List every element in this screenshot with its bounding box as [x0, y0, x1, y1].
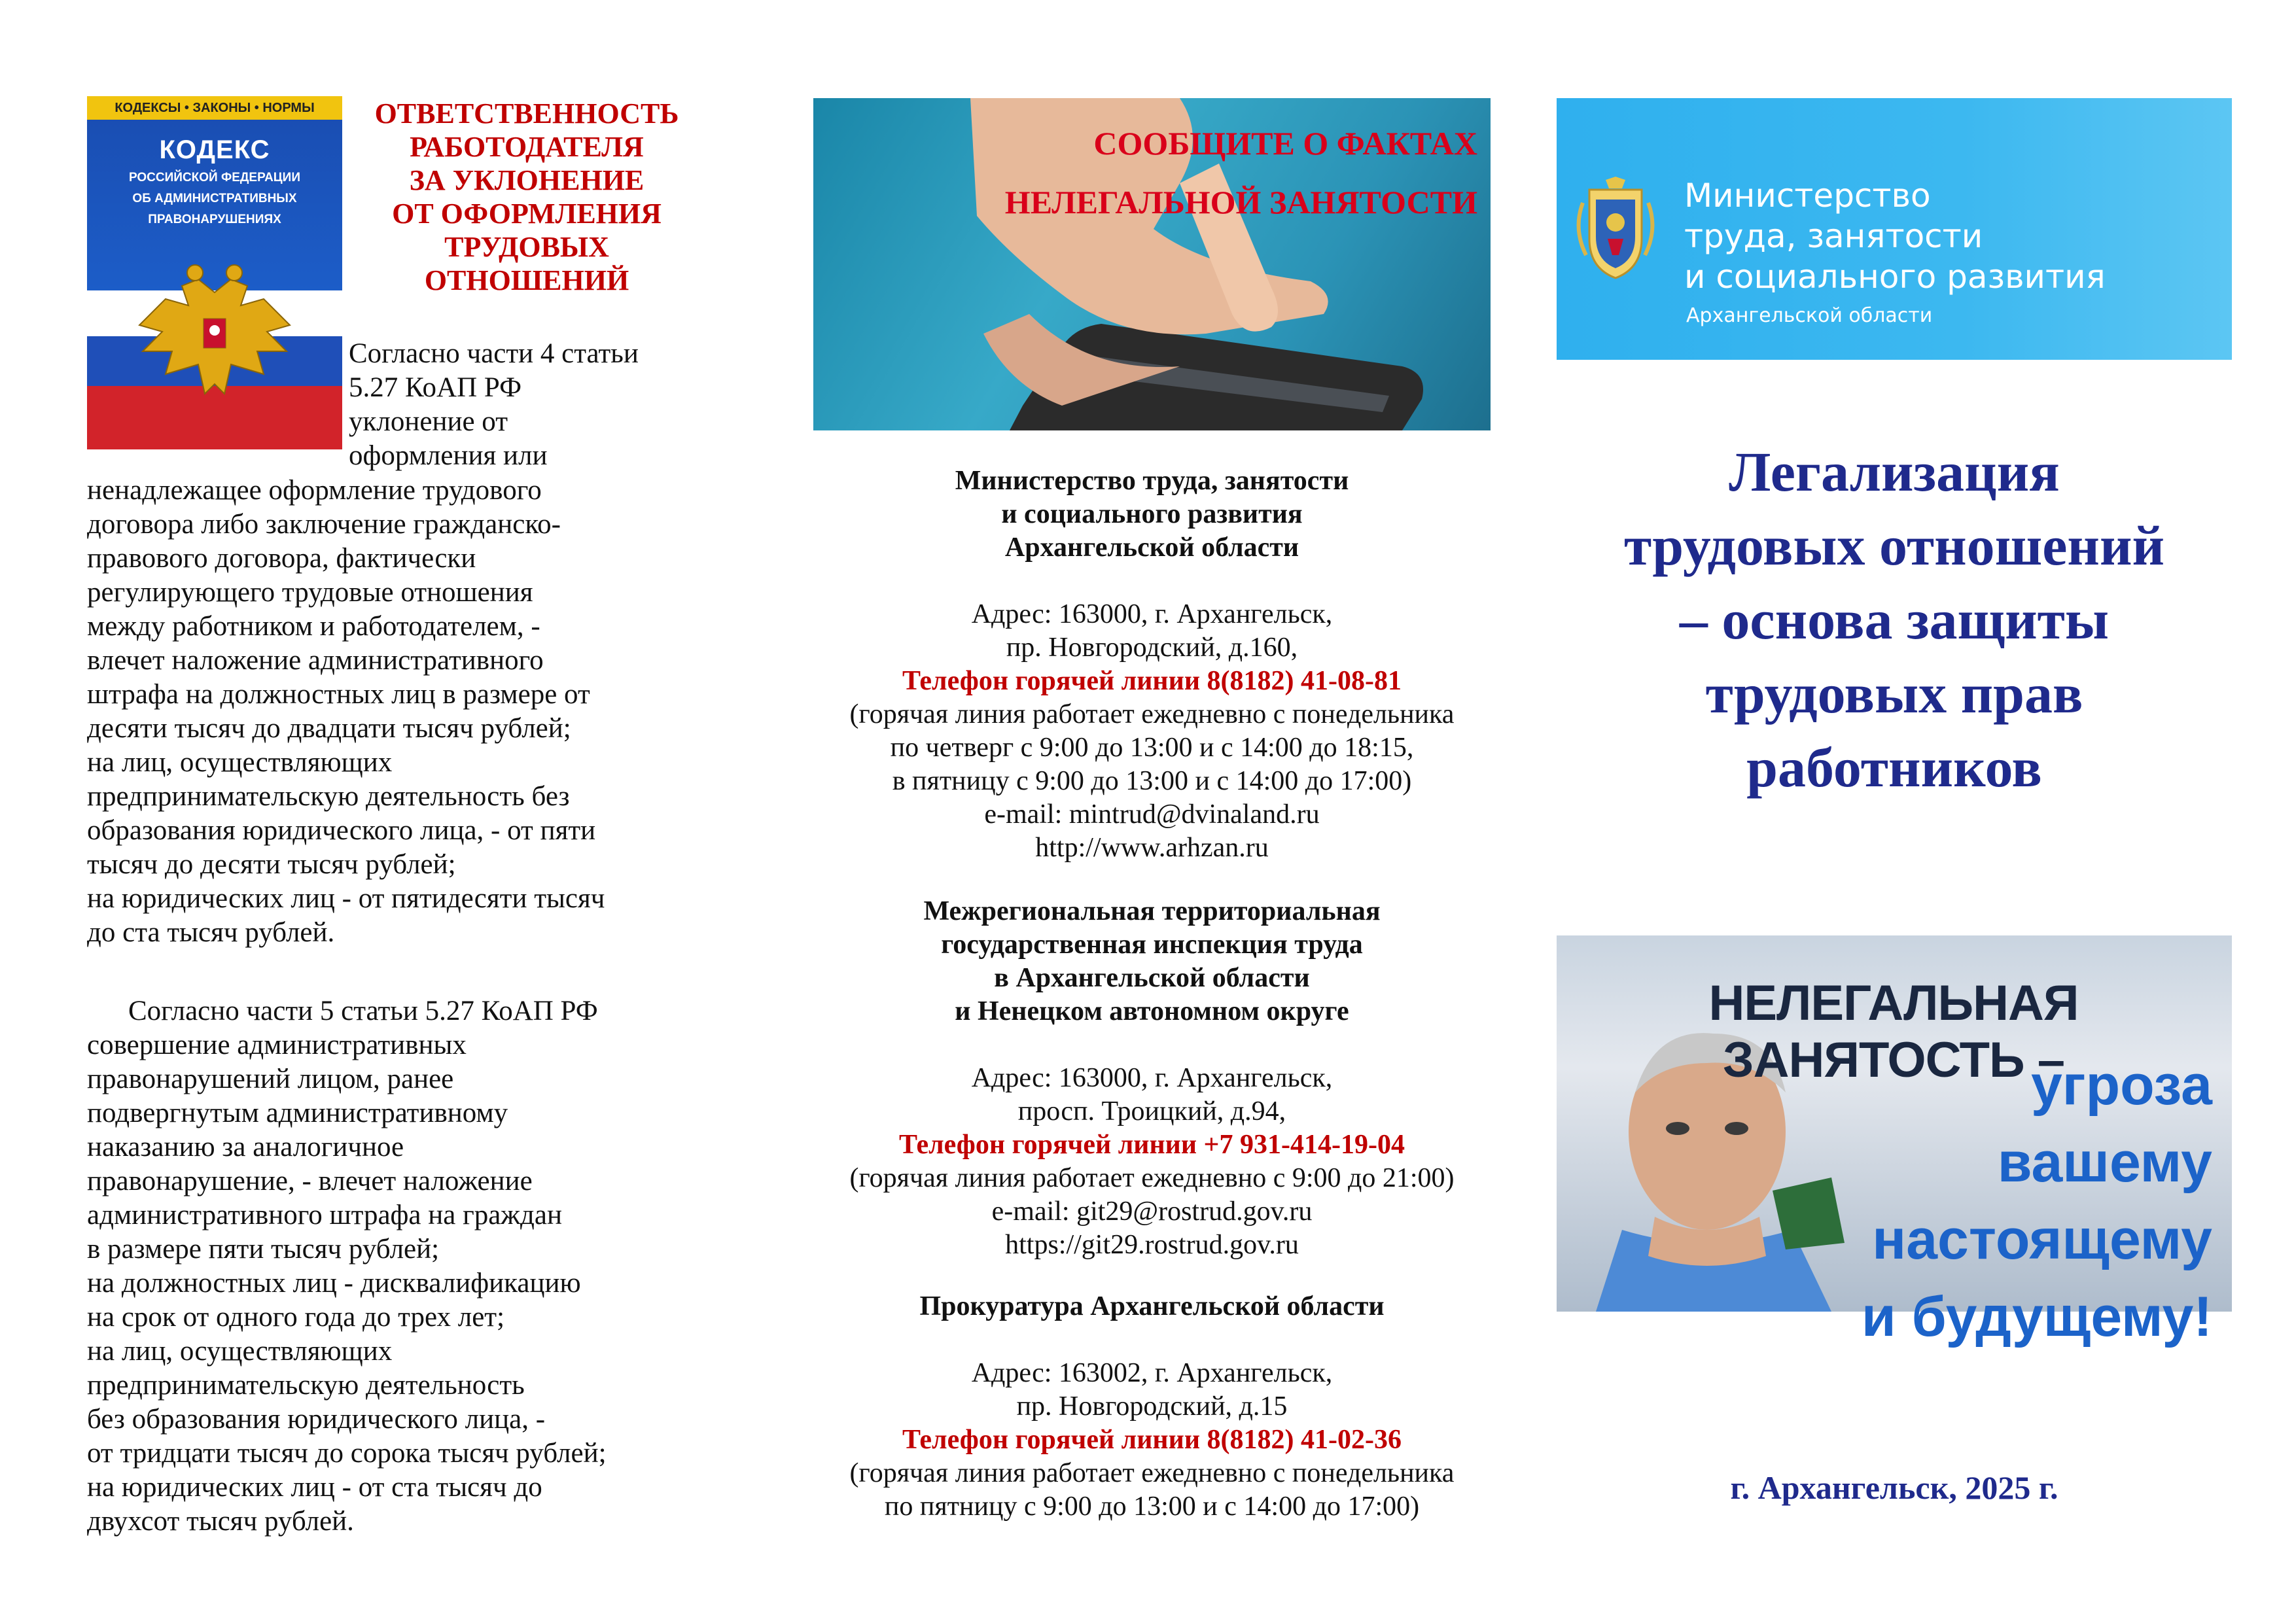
- text-line: договора либо заключение гражданско-: [87, 509, 561, 540]
- address-line: Адрес: 163000, г. Архангельск,: [971, 1063, 1333, 1093]
- contact-ministry: [813, 464, 1491, 865]
- title-line: работников: [1746, 736, 2042, 799]
- ministry-logo-banner: [1557, 98, 2232, 360]
- text-line: влечет наложение административного: [87, 645, 544, 676]
- resp-title-line: ОТВЕТСТВЕННОСТЬ: [374, 97, 679, 130]
- paragraph-1-body: [87, 474, 715, 950]
- org-name-line: в Архангельской области: [994, 963, 1310, 993]
- text-line: до ста тысяч рублей.: [87, 917, 335, 948]
- text-line: в размере пяти тысяч рублей;: [87, 1234, 440, 1265]
- paragraph-2: [87, 994, 715, 1539]
- text-line: между работником и работодателем, -: [87, 611, 540, 642]
- resp-title-line: ОТ ОФОРМЛЕНИЯ: [392, 198, 662, 230]
- resp-title-line: ОТНОШЕНИЙ: [424, 264, 629, 296]
- org-name-line: Архангельской области: [1004, 532, 1299, 563]
- illegal-banner-sub-line: и будущему!: [1861, 1285, 2212, 1348]
- text-line: Согласно части 5 статьи 5.27 КоАП РФ: [128, 996, 598, 1026]
- brochure-title: [1557, 435, 2232, 805]
- hotline-phone[interactable]: Телефон горячей линии +7 931-414-19-04: [899, 1130, 1405, 1160]
- paragraph-1-intro: [349, 337, 715, 473]
- hours-line: в пятницу с 9:00 до 13:00 и с 14:00 до 17:00): [892, 766, 1412, 796]
- illegal-employment-banner: [1557, 935, 2232, 1348]
- illegal-banner-sub-line: настоящему: [1872, 1208, 2212, 1271]
- text-line: на должностных лиц - дисквалификацию: [87, 1268, 581, 1299]
- website-link[interactable]: https://git29.rostrud.gov.ru: [1005, 1230, 1299, 1260]
- text-line: совершение административных: [87, 1030, 467, 1060]
- book-title-main: КОДЕКС: [159, 135, 270, 164]
- text-line: двухсот тысяч рублей.: [87, 1506, 354, 1537]
- text-line: правового договора, фактически: [87, 543, 476, 574]
- text-line: десяти тысяч до двадцати тысяч рублей;: [87, 713, 571, 744]
- address-line: просп. Троицкий, д.94,: [1017, 1096, 1286, 1126]
- text-line: от тридцати тысяч до сорока тысяч рублей;: [87, 1438, 607, 1469]
- hours-line: по пятницу с 9:00 до 13:00 и с 14:00 до 17:00): [884, 1492, 1420, 1522]
- illegal-banner-subtext: [1820, 1047, 2212, 1355]
- text-line: наказанию за аналогичное: [87, 1132, 404, 1162]
- text-line: предпринимательскую деятельность без: [87, 781, 570, 812]
- responsibility-title: [340, 97, 713, 297]
- book-strip: КОДЕКСЫ • ЗАКОНЫ • НОРМЫ: [87, 96, 342, 120]
- hours-line: (горячая линия работает ежедневно с 9:00 до 21:00): [849, 1163, 1455, 1193]
- kodeks-book-image: [87, 96, 342, 449]
- address-line: Адрес: 163000, г. Архангельск,: [971, 599, 1333, 629]
- text-line: Согласно части 4 статьи: [349, 338, 639, 369]
- illegal-banner-headline: НЕЛЕГАЛЬНАЯ ЗАНЯТОСТЬ –: [1708, 975, 2079, 1088]
- resp-title-line: РАБОТОДАТЕЛЯ: [410, 131, 644, 163]
- address-line: Адрес: 163002, г. Архангельск,: [971, 1358, 1333, 1388]
- illegal-banner-sub-line: угроза вашему: [1997, 1054, 2212, 1194]
- contact-prosecutor: [813, 1290, 1491, 1524]
- report-banner-line-1: СООБЩИТЕ О ФАКТАХ: [1093, 125, 1477, 162]
- resp-title-line: ТРУДОВЫХ: [444, 231, 609, 263]
- org-name-line: и социального развития: [1001, 499, 1303, 529]
- ministry-name-line: Министерство: [1684, 177, 1931, 215]
- arkhangelsk-coat-of-arms-icon: [1570, 177, 1661, 281]
- double-headed-eagle-icon: [133, 253, 296, 410]
- org-name-line: Межрегиональная территориальная: [923, 896, 1381, 926]
- text-line: оформления или: [349, 440, 548, 471]
- address-line: пр. Новгородский, д.15: [1016, 1391, 1288, 1422]
- city-year-footer: г. Архангельск, 2025 г.: [1730, 1469, 2058, 1506]
- email-link[interactable]: e-mail: mintrud@dvinaland.ru: [984, 799, 1320, 829]
- org-name-line: и Ненецком автономном округе: [955, 996, 1349, 1026]
- text-line: тысяч до десяти тысяч рублей;: [87, 849, 456, 880]
- ministry-region: Архангельской области: [1686, 304, 1933, 327]
- text-line: правонарушений лицом, ранее: [87, 1064, 454, 1094]
- ministry-name: [1684, 175, 2106, 297]
- contact-labor-inspection: [813, 895, 1491, 1262]
- org-name-line: Прокуратура Архангельской области: [919, 1291, 1385, 1321]
- website-link[interactable]: http://www.arhzan.ru: [1035, 833, 1269, 863]
- text-line: на лиц, осуществляющих: [87, 747, 393, 778]
- text-line: ненадлежащее оформление трудового: [87, 475, 542, 506]
- text-line: штрафа на должностных лиц в размере от: [87, 679, 590, 710]
- text-line: на срок от одного года до трех лет;: [87, 1302, 505, 1333]
- resp-title-line: ЗА УКЛОНЕНИЕ: [409, 164, 645, 196]
- hours-line: (горячая линия работает ежедневно с понедельника: [849, 1458, 1455, 1488]
- text-line: предпринимательскую деятельность: [87, 1370, 525, 1401]
- text-line: 5.27 КоАП РФ: [349, 372, 522, 403]
- ministry-name-line: труда, занятости: [1684, 217, 1983, 255]
- org-name-line: Министерство труда, занятости: [955, 466, 1349, 496]
- address-line: пр. Новгородский, д.160,: [1006, 633, 1298, 663]
- book-subtitle-2: ОБ АДМИНИСТРАТИВНЫХ: [132, 192, 297, 205]
- hours-line: по четверг с 9:00 до 13:00 и с 14:00 до 18:15,: [890, 733, 1414, 763]
- hours-line: (горячая линия работает ежедневно с понедельника: [849, 699, 1455, 729]
- text-line: на юридических лиц - от ста тысяч до: [87, 1472, 542, 1503]
- book-subtitle-1: РОССИЙСКОЙ ФЕДЕРАЦИИ: [128, 171, 300, 184]
- title-line: трудовых отношений: [1623, 514, 2165, 577]
- text-line: правонарушение, - влечет наложение: [87, 1166, 533, 1196]
- hotline-phone[interactable]: Телефон горячей линии 8(8182) 41-02-36: [902, 1425, 1402, 1455]
- report-banner-line-2: НЕЛЕГАЛЬНОЙ ЗАНЯТОСТИ: [1004, 184, 1477, 220]
- text-line: уклонение от: [349, 406, 508, 437]
- text-line: подвергнутым административному: [87, 1098, 508, 1128]
- text-line: без образования юридического лица, -: [87, 1404, 546, 1435]
- hotline-phone[interactable]: Телефон горячей линии 8(8182) 41-08-81: [902, 666, 1402, 696]
- text-line: административного штрафа на граждан: [87, 1200, 562, 1230]
- text-line: на лиц, осуществляющих: [87, 1336, 393, 1367]
- title-line: трудовых прав: [1705, 662, 2083, 725]
- book-subtitle-3: ПРАВОНАРУШЕНИЯХ: [148, 213, 281, 226]
- title-line: – основа защиты: [1679, 588, 2110, 651]
- org-name-line: государственная инспекция труда: [941, 930, 1363, 960]
- text-line: образования юридического лица, - от пяти: [87, 815, 596, 846]
- book-title: [87, 135, 342, 228]
- text-line: на юридических лиц - от пятидесяти тысяч: [87, 883, 605, 914]
- title-line: Легализация: [1729, 440, 2060, 503]
- ministry-name-line: и социального развития: [1684, 258, 2106, 296]
- email-link[interactable]: e-mail: git29@rostrud.gov.ru: [991, 1196, 1313, 1227]
- text-line: регулирующего трудовые отношения: [87, 577, 533, 608]
- report-banner-image: [813, 98, 1491, 430]
